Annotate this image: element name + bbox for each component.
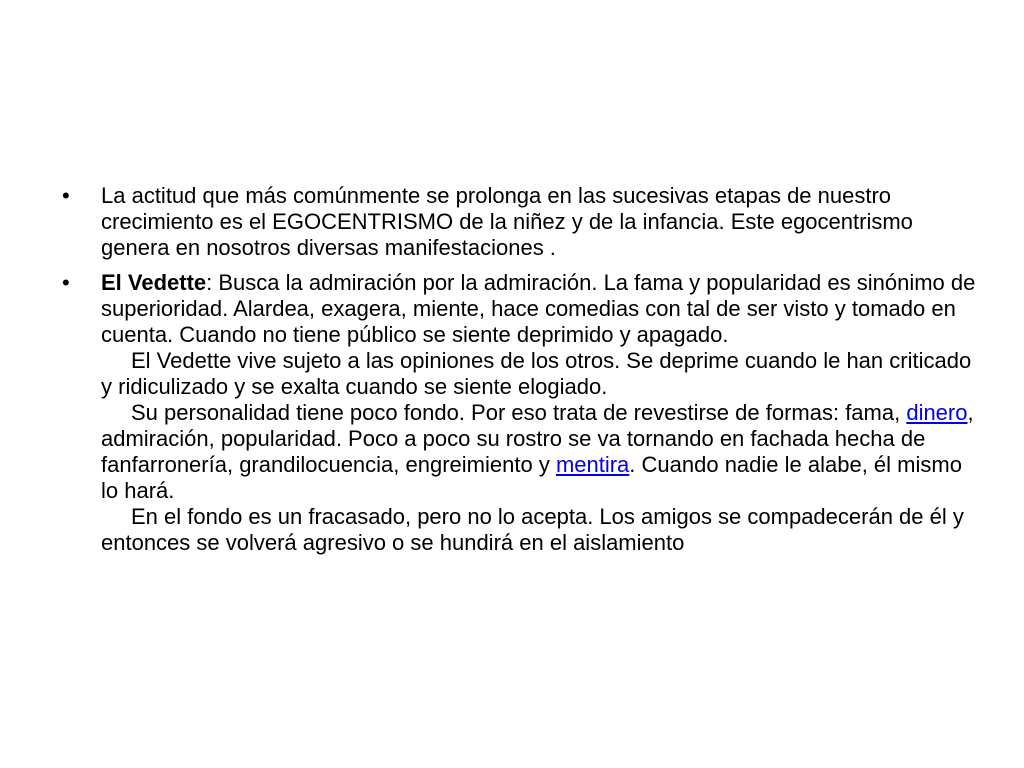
bullet-list xyxy=(62,183,982,565)
vedette-personality-paragraph xyxy=(101,400,982,504)
bullet-icon: • xyxy=(62,270,70,295)
bullet-icon: • xyxy=(62,183,70,208)
personality-text-b: , admiración, popularidad. Poco a poco su rostro se va tornando en fachada hecha de fanfarronería, grandilocuencia, engreimiento y xyxy=(101,400,974,477)
vedette-opinions-paragraph: El Vedette vive sujeto a las opiniones de los otros. Se deprime cuando le han criticado y ridiculizado y se exalta cuando se siente elogiado. xyxy=(101,348,972,399)
personality-text-c: . Cuando nadie le alabe, él mismo lo hará. xyxy=(101,452,962,503)
link-mentira[interactable]: mentira xyxy=(555,452,630,477)
vedette-intro-paragraph xyxy=(101,270,982,348)
vedette-intro-text: : Busca la admiración por la admiración. La fama y popularidad es sinónimo de superioridad. Alardea, exagera, miente, hace comedias con tal de ser visto y tomado en cuenta. Cuando no tiene público se siente deprimido y apagado. xyxy=(101,270,976,347)
personality-text-a: Su personalidad tiene poco fondo. Por eso trata de revestirse de formas: fama, xyxy=(131,400,907,425)
bullet-text: La actitud que más comúnmente se prolonga en las sucesivas etapas de nuestro crecimiento es el EGOCENTRISMO de la niñez y de la infancia. Este egocentrismo genera en nosotros diversas manifestaciones . xyxy=(101,183,913,260)
vedette-failure-paragraph: En el fondo es un fracasado, pero no lo acepta. Los amigos se compadecerán de él y entonces se volverá agresivo o se hundirá en el aislamiento xyxy=(101,504,964,555)
link-dinero[interactable]: dinero xyxy=(906,400,968,425)
bullet-item-egocentrismo xyxy=(62,183,982,261)
term-el-vedette: El Vedette xyxy=(101,270,207,295)
bullet-item-el-vedette xyxy=(62,270,982,556)
